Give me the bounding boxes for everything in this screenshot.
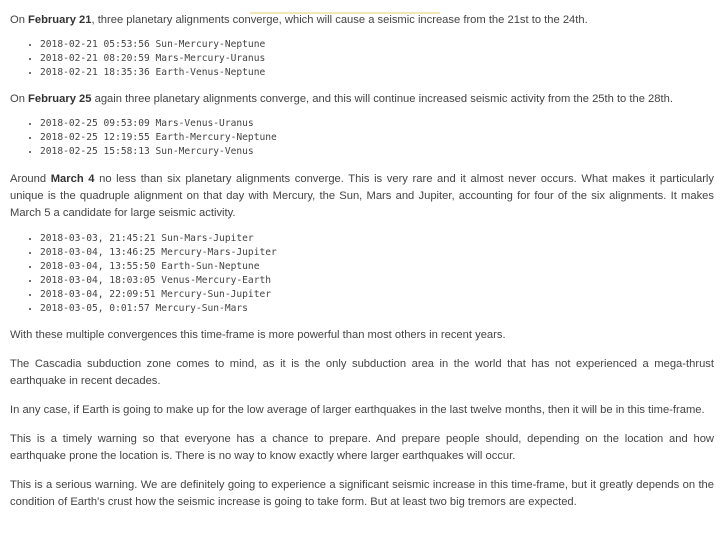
paragraph-february-25: On February 25 again three planetary alignments converge, and this will continue increased seismic activity from the 25th to the 28th.	[10, 93, 673, 105]
list-item: • 2018-03-05, 0:01:57 Mercury-Sun-Mars	[40, 302, 714, 316]
list-item: • 2018-02-25 12:19:55 Earth-Mercury-Neptune	[40, 131, 714, 145]
list-item: • 2018-03-04, 22:09:51 Mercury-Sun-Jupiter	[40, 288, 714, 302]
paragraph-march-4: Around March 4 no less than six planetary alignments converge. This is very rare and it almost never occurs. What makes it particularly unique is the quadruple alignment on that day with Mercury, the Sun, Mars and Jupiter, accounting for four of the six alignments. It makes March 5 a candidate for large seismic activity.	[10, 173, 715, 219]
paragraph-timely-warning: This is a timely warning so that everyone has a chance to prepare. And prepare people should, depending on the location and how earthquake prone the location is. There is no way to know exactly where larger earthquakes will occur.	[10, 433, 714, 462]
list-item: • 2018-03-03, 21:45:21 Sun-Mars-Jupiter	[40, 232, 714, 246]
date-march-4: March 4	[50, 173, 95, 185]
article-body	[0, 12, 720, 559]
alignment-list-march	[10, 232, 714, 316]
alignment-list-feb-21	[10, 38, 714, 80]
paragraph-serious-warning: This is a serious warning. We are definitely going to experience a significant seismic increase in this time-frame, but it greatly depends on the condition of Earth's crust how the seismic increase is going to take form. But at least two big tremors are expected.	[10, 479, 714, 508]
date-february-21: February 21	[28, 14, 92, 26]
list-item: • 2018-02-21 05:53:56 Sun-Mercury-Neptune	[40, 38, 714, 52]
alignment-list-feb-25	[10, 117, 714, 159]
list-item: • 2018-02-21 08:20:59 Mars-Mercury-Uranus	[40, 52, 714, 66]
list-item: • 2018-02-25 09:53:09 Mars-Venus-Uranus	[40, 117, 714, 131]
list-item: • 2018-02-21 18:35:36 Earth-Venus-Neptune	[40, 66, 714, 80]
date-february-25: February 25	[28, 93, 92, 105]
paragraph-low-average: In any case, if Earth is going to make up for the low average of larger earthquakes in the last twelve months, then it will be in this time-frame.	[10, 404, 705, 416]
list-item: • 2018-03-04, 13:55:50 Earth-Sun-Neptune	[40, 260, 714, 274]
paragraph-cascadia: The Cascadia subduction zone comes to mind, as it is the only subduction area in the world that has not experienced a mega-thrust earthquake in recent decades.	[10, 358, 714, 387]
list-item: • 2018-02-25 15:58:13 Sun-Mercury-Venus	[40, 145, 714, 159]
list-item: • 2018-03-04, 13:46:25 Mercury-Mars-Jupiter	[40, 246, 714, 260]
paragraph-convergences: With these multiple convergences this time-frame is more powerful than most others in recent years.	[10, 329, 506, 341]
list-item: • 2018-03-04, 18:03:05 Venus-Mercury-Earth	[40, 274, 714, 288]
top-accent-bar	[250, 12, 440, 14]
paragraph-february-21: On February 21, three planetary alignments converge, which will cause a seismic increase from the 21st to the 24th.	[10, 14, 588, 26]
